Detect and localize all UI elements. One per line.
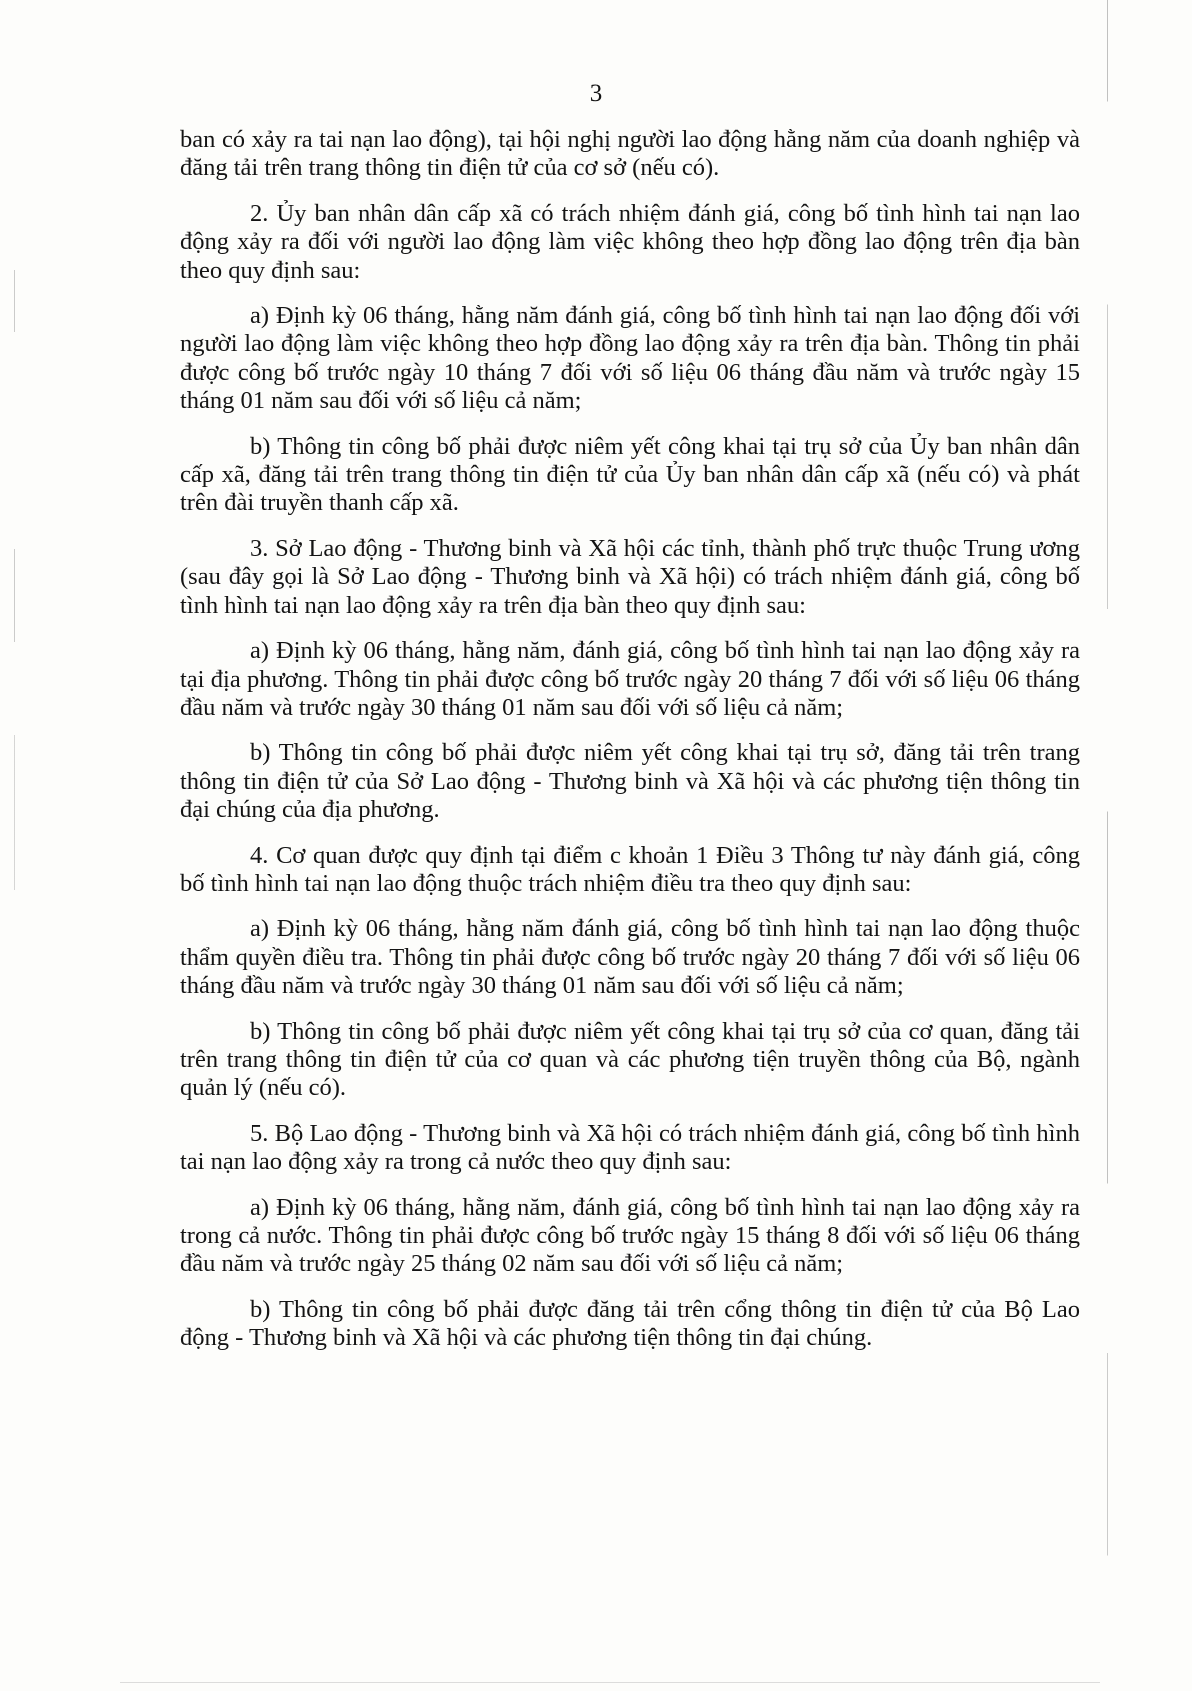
paragraph-clause-2: 2. Ủy ban nhân dân cấp xã có trách nhiệm đánh giá, công bố tình hình tai nạn lao động xảy ra đối với người lao động làm việc không theo hợp đồng lao động trên địa bàn theo quy định sau: [180,199,1080,284]
paragraph-clause-3a: a) Định kỳ 06 tháng, hằng năm, đánh giá, công bố tình hình tai nạn lao động xảy ra tại địa phương. Thông tin phải được công bố trước ngày 20 tháng 7 đối với số liệu 06 tháng đầu năm và trước ngày 30 tháng 01 năm sau đối với số liệu cả năm; [180,637,1080,721]
paragraph-clause-3: 3. Sở Lao động - Thương binh và Xã hội các tỉnh, thành phố trực thuộc Trung ương (sau đây gọi là Sở Lao động - Thương binh và Xã hội) có trách nhiệm đánh giá, công bố tình hình tai nạn lao động xảy ra trên địa bàn theo quy định sau: [180,534,1080,619]
scan-edge-line [1107,0,1108,1691]
paragraph-clause-3b: b) Thông tin công bố phải được niêm yết công khai tại trụ sở, đăng tải trên trang thông tin điện tử của Sở Lao động - Thương binh và Xã hội và các phương tiện thông tin đại chúng của địa phương. [180,739,1080,824]
paragraph-clause-2a: a) Định kỳ 06 tháng, hằng năm đánh giá, công bố tình hình tai nạn lao động đối với người lao động làm việc không theo hợp đồng lao động xảy ra trên địa bàn. Thông tin phải được công bố trước ngày 10 tháng 7 đối với số liệu 06 tháng đầu năm và trước ngày 15 tháng 01 năm sau đối với số liệu cả năm; [180,302,1080,415]
page-number: 3 [589,80,603,107]
paragraph-continuation: ban có xảy ra tai nạn lao động), tại hội nghị người lao động hằng năm của doanh nghiệp và đăng tải trên trang thông tin điện tử của cơ sở (nếu có). [180,126,1080,182]
document-body [180,126,1080,1370]
paragraph-clause-4a: a) Định kỳ 06 tháng, hằng năm đánh giá, công bố tình hình tai nạn lao động thuộc thẩm quyền điều tra. Thông tin phải được công bố trước ngày 20 tháng 7 đối với số liệu 06 tháng đầu năm và trước ngày 30 tháng 01 năm sau đối với số liệu cả năm; [180,915,1080,1000]
paragraph-clause-5b: b) Thông tin công bố phải được đăng tải trên cổng thông tin điện tử của Bộ Lao động - Thương binh và Xã hội và các phương tiện thông tin đại chúng. [180,1295,1080,1352]
paragraph-clause-5a: a) Định kỳ 06 tháng, hằng năm, đánh giá, công bố tình hình tai nạn lao động xảy ra trong cả nước. Thông tin phải được công bố trước ngày 15 tháng 8 đối với số liệu 06 tháng đầu năm và trước ngày 25 tháng 02 năm sau đối với số liệu cả năm; [180,1193,1080,1278]
scan-edge-line [14,270,15,890]
paragraph-clause-4: 4. Cơ quan được quy định tại điểm c khoản 1 Điều 3 Thông tư này đánh giá, công bố tình hình tai nạn lao động thuộc trách nhiệm điều tra theo quy định sau: [180,841,1080,897]
paragraph-clause-4b: b) Thông tin công bố phải được niêm yết công khai tại trụ sở của cơ quan, đăng tải trên trang thông tin điện tử của cơ quan và các phương tiện truyền thông của Bộ, ngành quản lý (nếu có). [180,1017,1080,1102]
scan-edge-line [120,1682,1100,1683]
paragraph-clause-5: 5. Bộ Lao động - Thương binh và Xã hội có trách nhiệm đánh giá, công bố tình hình tai nạn lao động xảy ra trong cả nước theo quy định sau: [180,1119,1080,1176]
paragraph-clause-2b: b) Thông tin công bố phải được niêm yết công khai tại trụ sở của Ủy ban nhân dân cấp xã, đăng tải trên trang thông tin điện tử của Ủy ban nhân dân cấp xã (nếu có) và phát trên đài truyền thanh cấp xã. [180,432,1080,517]
